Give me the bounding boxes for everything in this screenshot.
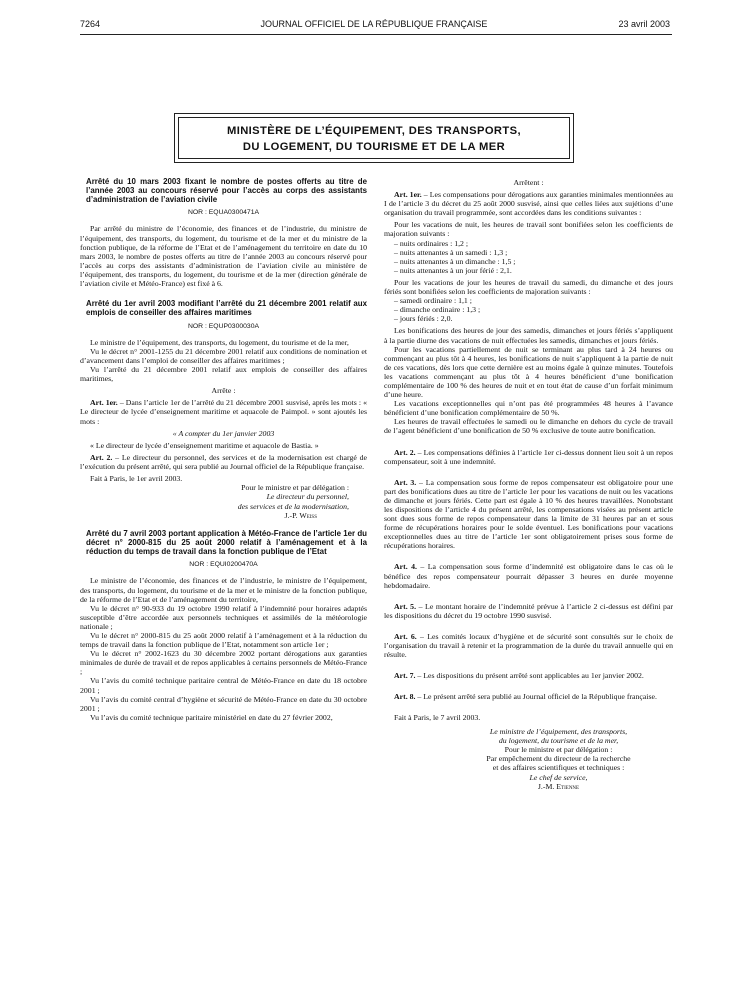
decree-3-article-7 (384, 671, 673, 680)
signature-line: Par empêchement du directeur de la recherche (486, 754, 631, 764)
day-coef-2: – dimanche ordinaire : 1,3 ; (394, 305, 481, 315)
paragraph-bonifications: Les bonifications des heures de jour des samedis, dimanches et jours fériés s’appliquent à la partie diurne des vacations de nuit effectuées les samedis, dimanches et jours fériés. (384, 326, 673, 345)
signature-line: Pour le ministre et par délégation : (504, 744, 613, 754)
nor-reference-2: NOR : EQUP0300030A (187, 322, 260, 330)
decree-3-article-2 (384, 448, 673, 466)
decree-3-article-4 (384, 562, 673, 589)
ministry-banner (178, 117, 570, 159)
decree-3-visa-6: Vu l’avis du comité technique paritaire ministériel en date du 27 février 2002, (90, 712, 333, 722)
nor-reference-3: NOR : EQUI0200470A (189, 561, 258, 569)
decree-2-quote: « Le directeur de lycée d’enseignement maritime et aquacole de Bastia. » (90, 440, 319, 450)
decree-3-arretent: Arrêtent : (513, 178, 544, 187)
article-text: – Les compensations définies à l’article 1er ci-dessus donnent lieu soit à un repos compensateur, soit à une indemnité. (384, 447, 673, 466)
decree-3-article-6 (384, 632, 673, 659)
article-label: Art. 3. (394, 477, 417, 487)
journal-title: JOURNAL OFFICIEL DE LA RÉPUBLIQUE FRANÇAISE (260, 19, 488, 29)
article-label: Art. 1er. (90, 398, 118, 408)
decree-title-3: Arrêté du 7 avril 2003 portant application à Météo-France de l’article 1er du décret n° 2000-815 du 25 août 2000 relatif à l’aménagement et à la réduction du temps de travail dans la fonction publique de l’Etat (86, 528, 367, 556)
signature-line: Le directeur du personnel, (266, 492, 349, 502)
paragraph-exceptional: Les vacations exceptionnelles qui n’ont pas été programmées 48 heures à l’avance bénéficient d’une bonification complémentaire de 50 %. (384, 399, 673, 418)
decree-2-article-1 (80, 398, 367, 425)
article-text: – Le présent arrêté sera publié au Journal officiel de la République française. (417, 692, 657, 702)
article-label: Art. 4. (394, 562, 417, 572)
decree-3-visa-4: Vu l’avis du comité technique paritaire central de Météo-France en date du 18 octobre 2001 ; (80, 676, 367, 695)
decree-3-article-5 (384, 602, 673, 620)
decree-2-fait: Fait à Paris, le 1er avril 2003. (90, 474, 183, 484)
decree-1-body: Par arrêté du ministre de l’économie, des finances et de l’industrie, du ministre de l’équipement, des transports, du logement, du tourisme et de la mer et du ministre de la fonction publique, de la réforme de l’Etat et de l’aménagement du territoire en date du 10 mars 2003, le nombre de postes offerts au titre de l’année 2003 au concours réservé pour l’accès au corps des assistants d’administration de l’aviation civile au ministère de l’équipement, des transports, du logement, du tourisme et de la mer (direction générale de l’aviation civile et Météo-France) est fixé à 6. (80, 224, 367, 289)
right-column (384, 178, 673, 791)
decree-3-visa-1: Vu le décret n° 90-933 du 19 octobre 1990 relatif à l’indemnité pour horaires adaptés susceptible d’être accordée aux personnels techniques et assimilés de la météorologie nationale ; (80, 603, 367, 631)
day-coef-3: – jours fériés : 2,0. (394, 314, 453, 324)
header-rule (80, 34, 672, 35)
night-coef-4: – nuits attenantes à un jour férié : 2,1. (394, 265, 512, 275)
signature-line: Le chef de service, (529, 772, 588, 782)
night-coef-1: – nuits ordinaires : 1,2 ; (394, 238, 469, 248)
decree-title-2: Arrêté du 1er avril 2003 modifiant l’arrêté du 21 décembre 2001 relatif aux emplois de conseiller des affaires maritimes (86, 299, 367, 317)
decree-3-signature (384, 727, 673, 791)
page-header (0, 0, 748, 34)
article-text: – Dans l’article 1er de l’arrêté du 21 décembre 2001 susvisé, après les mots : « Le directeur de lycée d’enseignement maritime et aquacole de Paimpol. » sont ajoutés les mots : (80, 398, 367, 426)
decree-2-visa-2: Vu l’arrêté du 21 décembre 2001 relatif aux emplois de conseiller des affaires maritimes, (80, 365, 367, 384)
article-text: – Les compensations pour dérogations aux garanties minimales mentionnées au I de l’article 3 du décret du 25 août 2000 susvisé, ainsi que celles liées aux sujétions d’une organisation du travail programmée, sont accordées dans les conditions suivantes : (384, 190, 673, 218)
article-label: Art. 2. (90, 452, 113, 462)
paragraph-weekend-hours: Les heures de travail effectuées le samedi ou le dimanche en dehors du cycle de travail de l’agent bénéficient d’une bonification de 50 % exclusive de toute autre bonification. (384, 417, 673, 436)
article-label: Art. 7. (394, 671, 416, 681)
decree-3-article-3 (384, 478, 673, 551)
decree-3-visa-3: Vu le décret n° 2002-1623 du 30 décembre 2002 portant dérogations aux garanties minimales de durée de travail et de repos applicables à certains personnels de Météo-France ; (80, 649, 367, 677)
night-coef-3: – nuits attenantes à un dimanche : 1,5 ; (394, 256, 516, 266)
decree-3-article-8 (384, 692, 673, 701)
night-coef-2: – nuits attenantes à un samedi : 1,3 ; (394, 247, 508, 257)
signature-line: et des affaires scientifiques et techniques : (492, 763, 625, 773)
decree-3-preamble: Le ministre de l’économie, des finances et de l’industrie, le ministre de l’équipement, des transports, du logement, du tourisme et de la mer et le ministre de la fonction publique, de la réforme de l’Etat et de l’aménagement du territoire, (80, 576, 367, 604)
article-text: – Les comités locaux d’hygiène et de sécurité sont consultés sur le choix de l’organisation du travail à retenir et la programmation de la durée du travail annuelle qui en résulte. (384, 631, 674, 660)
article-label: Art. 2. (394, 447, 416, 457)
decree-2-arrete: Arrête : (211, 386, 236, 396)
signature-line: des services et de la modernisation, (237, 501, 349, 511)
decree-3-fait: Fait à Paris, le 7 avril 2003. (394, 713, 481, 723)
ministry-line-1: MINISTÈRE DE L’ÉQUIPEMENT, DES TRANSPORTS, (226, 125, 522, 137)
signatory-name: J.-M. Etienne (537, 781, 580, 791)
article-label: Art. 8. (394, 692, 416, 702)
decree-2-signature (80, 483, 367, 520)
article-text: – Le directeur du personnel, des services et de la modernisation est chargé de l’exécution du présent arrêté, qui sera publié au Journal officiel de la République française. (80, 452, 368, 471)
nor-reference-1: NOR : EQUA0300471A (187, 209, 260, 217)
decree-3-visa-5: Vu l’avis du comité central d’hygiène et sécurité de Météo-France en date du 30 octobre 2001 ; (80, 694, 367, 713)
signatory-name: J.-P. Weiss (284, 510, 317, 520)
day-intro: Pour les vacations de jour les heures de travail du samedi, du dimanche et des jours fériés sont bonifiées selon les coefficients de majoration suivants : (384, 277, 673, 297)
article-text: – Les dispositions du présent arrêté sont applicables au 1er janvier 2002. (417, 671, 644, 681)
day-coef-1: – samedi ordinaire : 1,1 ; (394, 296, 472, 306)
ministry-line-2: DU LOGEMENT, DU TOURISME ET DE LA MER (242, 141, 506, 153)
article-text: – La compensation sous forme d’indemnité est obligatoire dans le cas où le bénéfice des repos compensateur pourrait dépasser 3 heures en durée moyenne hebdomadaire. (384, 562, 674, 590)
decree-2-article-2 (80, 453, 367, 471)
page-number: 7264 (80, 19, 101, 29)
night-intro: Pour les vacations de nuit, les heures de travail sont bonifiées selon les coefficients de majoration suivants : (384, 220, 673, 239)
signature-line: du logement, du tourisme et de la mer, (498, 735, 619, 745)
decree-3-article-1 (384, 190, 673, 217)
issue-date: 23 avril 2003 (618, 19, 670, 29)
article-label: Art. 5. (394, 601, 417, 611)
decree-title-1: Arrêté du 10 mars 2003 fixant le nombre de postes offerts au titre de l’année 2003 au concours réservé pour l’accès au corps des assistants d’administration de l’aviation civile (86, 177, 367, 204)
signature-line: Le ministre de l’équipement, des transports, (489, 726, 628, 736)
article-text: – Le montant horaire de l’indemnité prévue à l’article 2 ci-dessus est défini par les dispositions du décret du 19 octobre 1990 susvisé. (384, 601, 674, 620)
decree-2-visa-1: Vu le décret n° 2001-1255 du 21 décembre 2001 relatif aux conditions de nomination et d’avancement dans l’emploi de conseiller des affaires maritimes ; (80, 346, 367, 366)
article-text: – La compensation sous forme de repos compensateur est obligatoire pour une part des bonifications dues au titre de l’article 1er pour les vacations de nuit ou les vacations de dimanche et jours fériés. Cette part est égale à 10 % des heures travaillées. Nonobstant les dispositions de l’article 4 du présent arrêté, les compensations visées au présent article sont dues sous forme de repos compensateur dans la limite de 31 heures par an et sous forme de récupérations horaires pour le solde éventuel. Les bonifications pour vacations exceptionnelles dues au titre de l’article 1er sont obligatoirement prises sous forme de récupérations horaires. (384, 477, 673, 551)
left-column (80, 178, 367, 722)
decree-2-quote-date: « A compter du 1er janvier 2003 (172, 428, 275, 438)
article-label: Art. 1er. (394, 190, 422, 200)
signature-line: Pour le ministre et par délégation : (241, 483, 349, 493)
decree-3-visa-2: Vu le décret n° 2000-815 du 25 août 2000 relatif à l’aménagement et à la réduction du temps de travail dans la fonction publique de l’Etat, notamment son article 1er ; (80, 631, 367, 650)
paragraph-partial-night: Pour les vacations partiellement de nuit se terminant au plus tard à 24 heures ou commençant au plus tôt à 4 heures, les bonifications de nuit s’appliquent à la partie de nuit de ces vacations, dès lors que cette dernière est au moins égale à quinze minutes. Toutefois les vacations commençant au plus tôt à 4 heures bénéficient d’une bonification complémentaire de 100 % des heures de nuit et en tout état de cause d’un forfait minimum d’une heure. (384, 344, 673, 400)
article-label: Art. 6. (394, 631, 417, 641)
decree-2-preamble: Le ministre de l’équipement, des transports, du logement, du tourisme et de la mer, (90, 337, 349, 347)
